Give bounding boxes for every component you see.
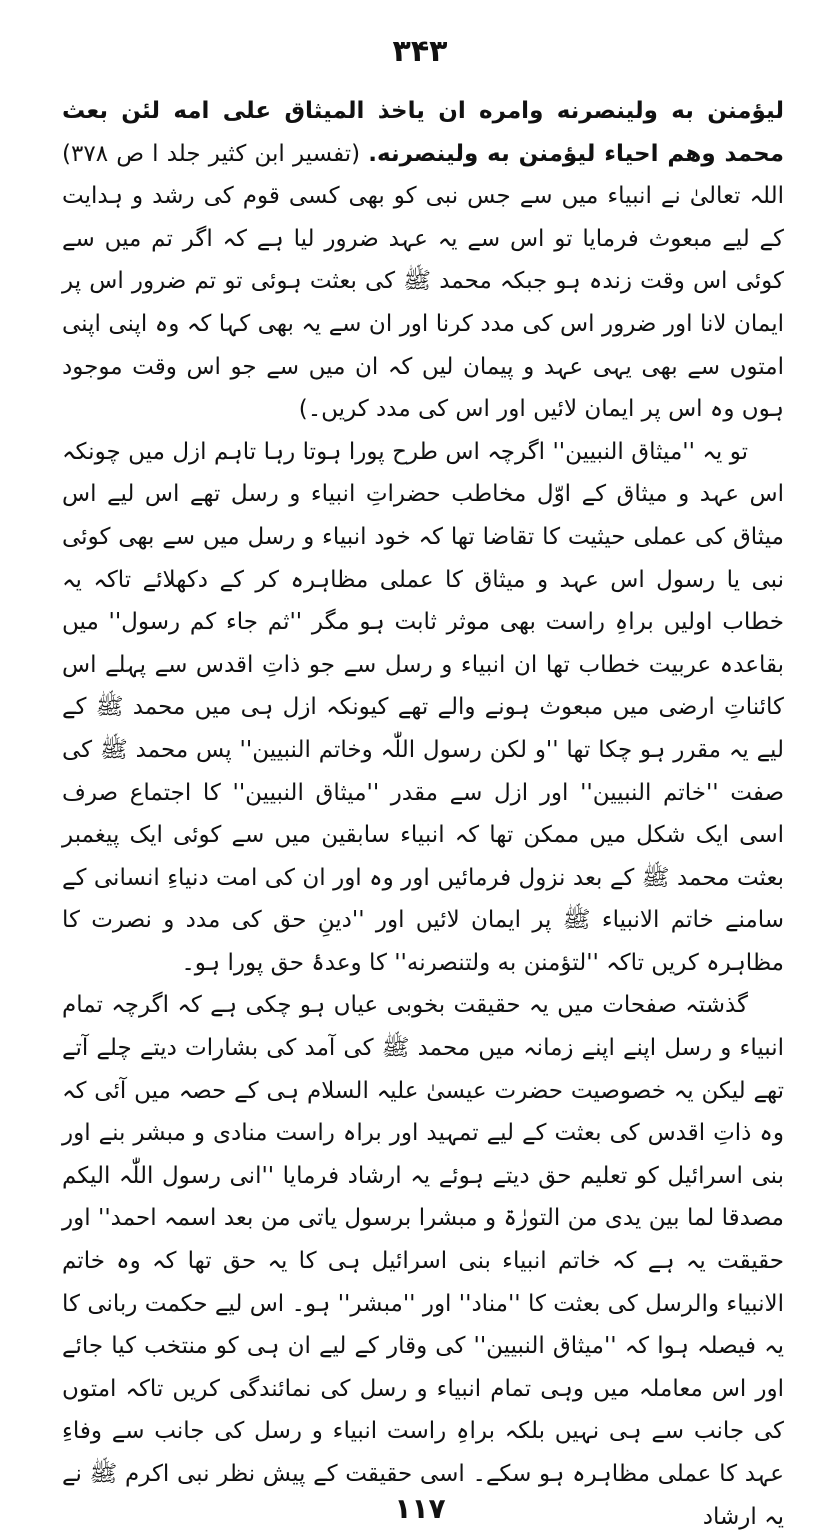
page-number-bottom: ۱۱۷ bbox=[394, 1492, 446, 1525]
paragraph-3: گذشتہ صفحات میں یہ حقیقت بخوبی عیاں ہو چکی ہے کہ اگرچہ تمام انبیاء و رسل اپنے اپنے زمانہ میں محمد ﷺ کی آمد کی بشارات دیتے چلے آتے تھے لیکن یہ خصوصیت حضرت عیسیٰ علیہ السلام ہی کے حصہ میں آئی کہ وہ ذاتِ اقدس کی بعثت کے لیے تمہید اور براہ راست منادی و مبشر بنے اور بنی اسرائیل کو تعلیم حق دیتے ہوئے یہ ارشاد فرمایا ''انی رسول اللّٰہ الیکم مصدقا لما بین یدی من التورٰۃ و مبشرا برسول یاتی من بعد اسمہ احمد'' اور حقیقت یہ ہے کہ خاتم انبیاء بنی اسرائیل ہی کا یہ حق تھا کہ وہ خاتم الانبیاء والرسل کی بعثت کا ''مناد'' اور ''مبشر'' ہو۔ اس لیے حکمت ربانی کا یہ فیصلہ ہوا کہ ''میثاق النبیین'' کی وقار کے لیے ان ہی کو منتخب کیا جائے اور اس معاملہ میں وہی تمام انبیاء و رسل کی نمائندگی کریں تاکہ امتوں کی جانب سے ہی نہیں بلکہ براہِ راست انبیاء و رسل کی جانب سے وفاءِ عہد کا عملی مظاہرہ ہو سکے۔ اسی حقیقت کے پیش نظر نبی اکرم ﷺ نے یہ ارشاد bbox=[62, 992, 784, 1530]
body-text bbox=[62, 90, 784, 1538]
paragraph-2: تو یہ ''میثاق النبیین'' اگرچہ اس طرح پورا ہوتا رہا تاہم ازل میں چونکہ اس عہد و میثاق کے اوّل مخاطب حضراتِ انبیاء و رسل تھے اس لیے اس میثاق کی عملی حیثیت کا تقاضا تھا کہ خود انبیاء و رسل میں سے بھی کوئی نبی یا رسول اس عہد و میثاق کا عملی مظاہرہ کر کے دکھلائے تاکہ یہ خطاب اولیں براہِ راست بھی موثر ثابت ہو مگر ''ثم جاء کم رسول'' میں بقاعدہ عربیت خطاب تھا ان انبیاء و رسل سے جو ذاتِ اقدس سے پہلے اس کائناتِ ارضی میں مبعوث ہونے والے تھے کیونکہ ازل ہی میں محمد ﷺ کے لیے یہ مقرر ہو چکا تھا ''و لکن رسول اللّٰہ وخاتم النبیین'' پس محمد ﷺ کی صفت ''خاتم النبیین'' اور ازل سے مقدر ''میثاق النبیین'' کا اجتماع صرف اسی ایک شکل میں ممکن تھا کہ انبیاء سابقین میں سے کوئی ایک پیغمبر بعثت محمد ﷺ کے بعد نزول فرمائیں اور وہ اور ان کی امت دنیاءِ انسانی کے سامنے خاتم الانبیاء ﷺ پر ایمان لائیں اور ''دینِ حق کی مدد و نصرت کا مظاہرہ کریں تاکہ ''لتؤمنن به ولتنصرنه'' کا وعدۂ حق پورا ہو۔ bbox=[62, 438, 784, 976]
arabic-quote: لیؤمنن به ولینصرنه وامره ان یاخذ المیثاق علی امه لئن بعث محمد وهم احیاء لیؤمنن به ولینصرنه. bbox=[62, 98, 785, 167]
urdu-translation: (تفسیر ابن کثیر جلد ا ص ۳۷۸) اللہ تعالیٰ نے انبیاء میں سے جس نبی کو بھی کسی قوم کی رشد و ہدایت کے لیے مبعوث فرمایا تو اس سے یہ عہد ضرور لیا ہے کہ اگر تم میں سے کوئی اس وقت زندہ ہو جبکہ محمد ﷺ کی بعثت ہوئی تو تم ضرور اس پر ایمان لانا اور ضرور اس کی مدد کرنا اور ان سے یہ بھی کہا کہ وہ اپنی اپنی امتوں سے بھی یہی عہد و پیمان لیں کہ ان میں سے جو اس وقت موجود ہوں وہ اس پر ایمان لائیں اور اس کی مدد کریں۔) bbox=[62, 140, 784, 423]
paragraph-1 bbox=[62, 90, 784, 431]
page-number-top: ۳۴۳ bbox=[392, 34, 448, 69]
